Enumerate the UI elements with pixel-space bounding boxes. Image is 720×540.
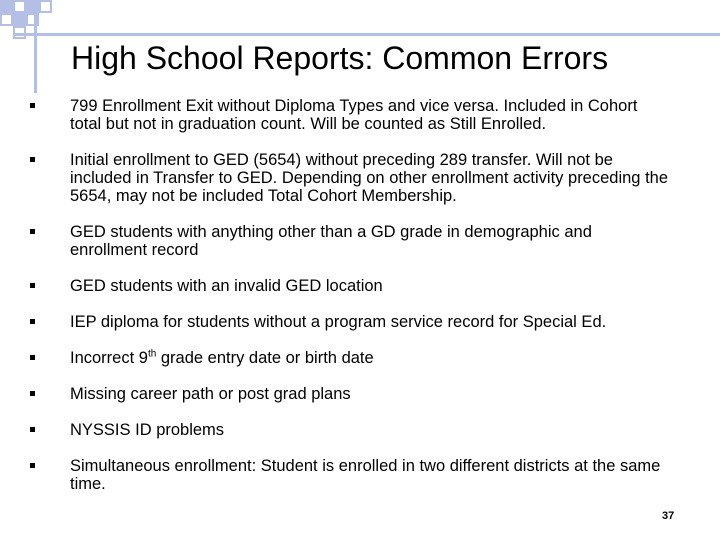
bullet-text: 799 Enrollment Exit without Diploma Types and vice versa. Included in Cohort total but not in graduation count. Will be counted as Still Enrolled.	[70, 97, 638, 133]
bullet-text: GED students with an invalid GED location	[70, 277, 383, 295]
square-bullet-icon	[30, 391, 35, 396]
bullet-text-part: Incorrect 9	[70, 349, 148, 367]
bullet-text: GED students with anything other than a GD grade in demographic and enrollment record	[70, 223, 592, 259]
square-bullet-icon	[30, 319, 35, 324]
bullet-text: IEP diploma for students without a program service record for Special Ed.	[70, 313, 607, 331]
bullet-text	[70, 349, 670, 367]
square-bullet-icon	[30, 463, 35, 468]
page-number: 37	[662, 510, 675, 522]
square-bullet-icon	[30, 103, 35, 108]
square-bullet-icon	[30, 283, 35, 288]
square-bullet-icon	[30, 427, 35, 432]
square-bullet-icon	[30, 229, 35, 234]
slide-title: High School Reports: Common Errors	[71, 40, 609, 76]
bullet-text: NYSSIS ID problems	[70, 421, 225, 439]
bullet-text: Simultaneous enrollment: Student is enrolled in two different districts at the same time.	[70, 457, 661, 493]
square-bullet-icon	[30, 157, 35, 162]
bullet-text: Initial enrollment to GED (5654) without preceding 289 transfer. Will not be included in Transfer to GED. Depending on other enrollment activity preceding the 5654, may not be included Total Cohort Membership.	[70, 151, 669, 205]
bullet-text-part: grade entry date or birth date	[156, 349, 374, 367]
ordinal-superscript: th	[147, 348, 157, 360]
square-bullet-icon	[30, 355, 35, 360]
bullet-text: Missing career path or post grad plans	[70, 385, 351, 403]
